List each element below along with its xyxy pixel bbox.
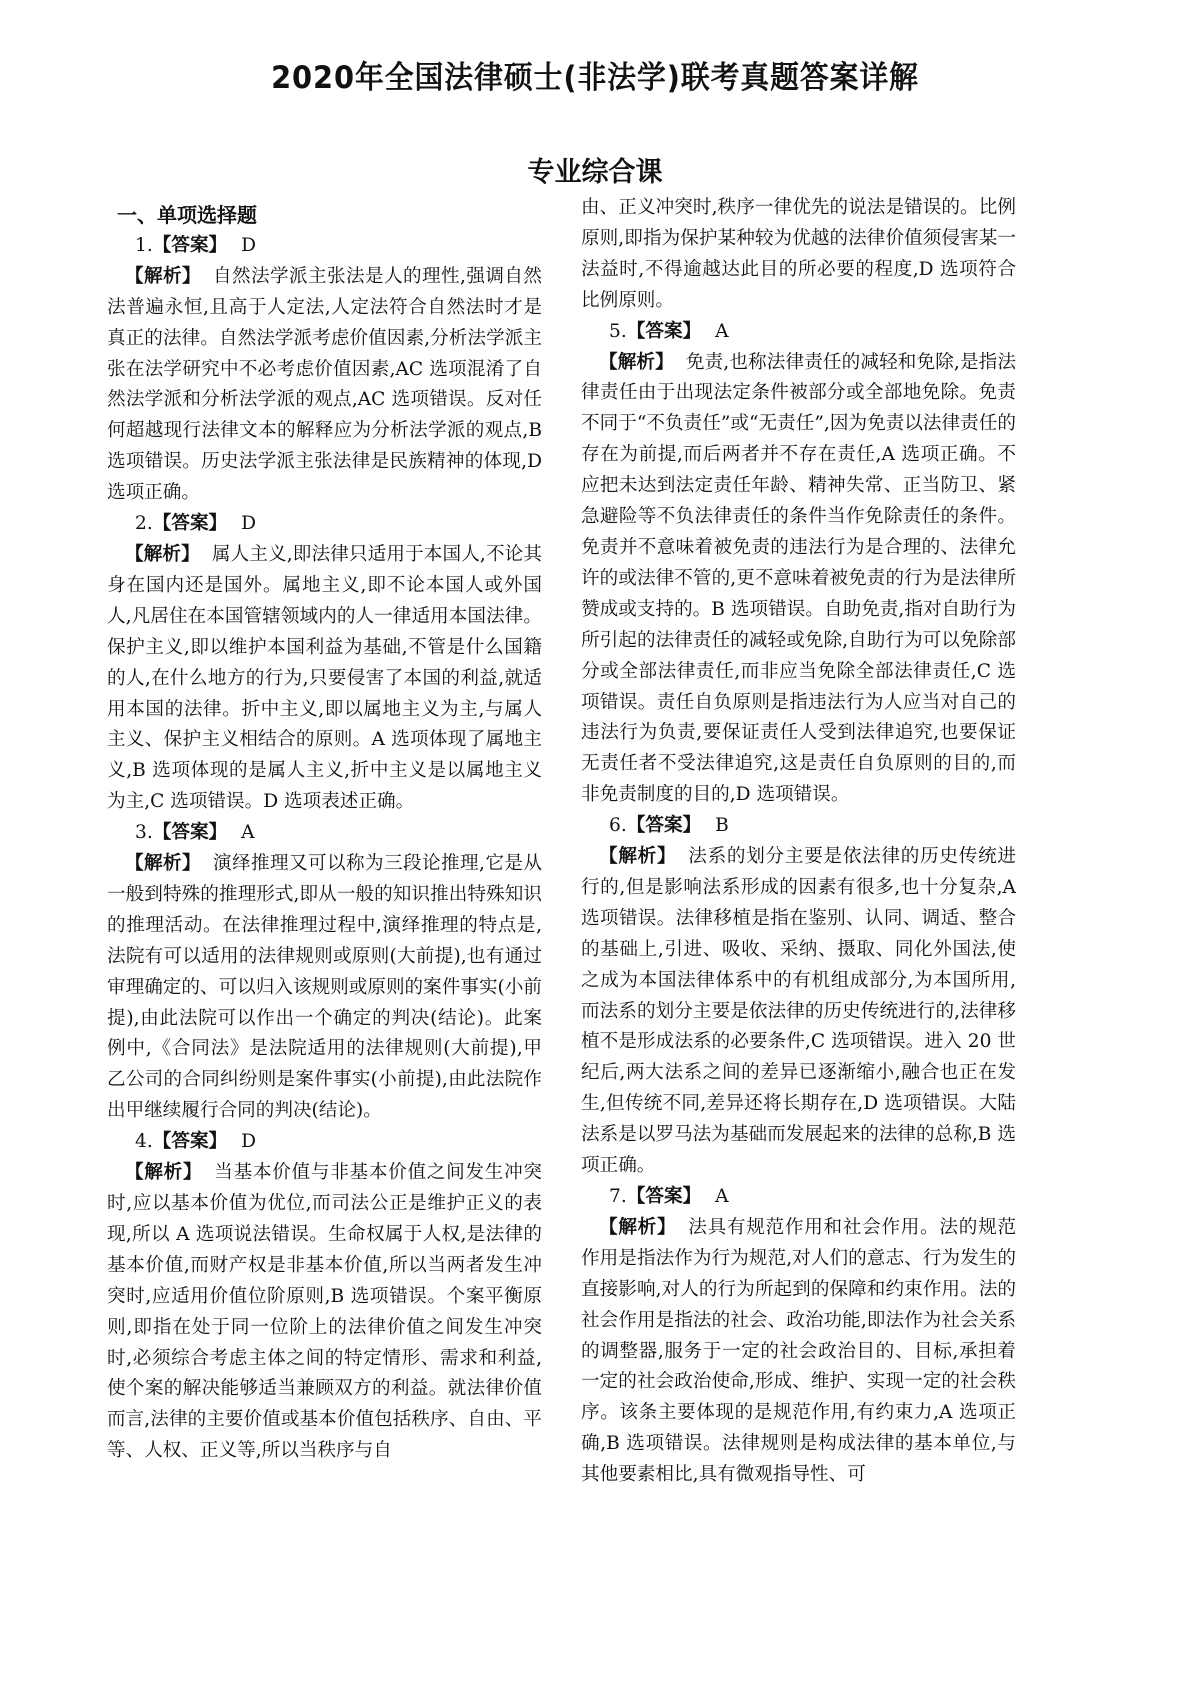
- answer-line-q7: [581, 1182, 1016, 1213]
- section-heading: 一、单项选择题: [117, 203, 257, 227]
- answer-line-q3: [107, 818, 542, 849]
- question-number: 3.: [135, 822, 153, 844]
- answer-value: A: [715, 1186, 729, 1207]
- question-number: 2.: [135, 513, 153, 535]
- answer-line-q2: [107, 509, 542, 540]
- analysis-q4-continued: 由、正义冲突时,秩序一律优先的说法是错误的。比例原则,即指为保护某种较为优越的法律价值须侵害某一法益时,不得逾越达此目的所必要的程度,D 选项符合比例原则。: [581, 197, 1016, 311]
- analysis-text: 当基本价值与非基本价值之间发生冲突时,应以基本价值为优位,而司法公正是维护正义的表现,所以 A 选项说法错误。生命权属于人权,是法律的基本价值,而财产权是非基本价值,所以当两者发生冲突时,应适用价值位阶原则,B 选项错误。个案平衡原则,即指在处于同一位阶上的法律价值之间发生冲突时,必须综合考虑主体之间的特定情形、需求和利益,使个案的解决能够适当兼顾双方的利益。就法律价值而言,法律的主要价值或基本价值包括秩序、自由、平等、人权、正义等,所以当秩序与自: [107, 1162, 542, 1462]
- answer-tag: 【答案】: [626, 320, 702, 342]
- right-column: [581, 193, 1016, 1491]
- analysis-q3: [107, 849, 542, 1127]
- analysis-tag: 【解析】: [599, 351, 674, 373]
- left-column: [107, 200, 542, 1467]
- answer-line-q6: [581, 811, 1016, 842]
- answer-tag: 【答案】: [626, 1186, 702, 1207]
- analysis-q4: [107, 1158, 542, 1467]
- answer-value: A: [241, 822, 255, 844]
- analysis-text: 自然法学派主张法是人的理性,强调自然法普遍永恒,且高于人定法,人定法符合自然法时才是真正的法律。自然法学派考虑价值因素,分析法学派主张在法学研究中不必考虑价值因素,AC 选项混淆了自然法学派和分析法学派的观点,AC 选项错误。反对任何超越现行法律文本的解释应为分析法学派的观点,B 选项错误。历史法学派主张法律是民族精神的体现,D 选项正确。: [107, 265, 542, 504]
- analysis-tag: 【解析】: [125, 853, 202, 875]
- answer-value: B: [715, 815, 729, 837]
- analysis-tag: 【解析】: [125, 543, 200, 565]
- answer-tag: 【答案】: [152, 822, 228, 844]
- analysis-text: 属人主义,即法律只适用于本国人,不论其身在国内还是国外。属地主义,即不论本国人或外国人,凡居住在本国管辖领域内的人一律适用本国法律。保护主义,即以维护本国利益为基础,不管是什么国籍的人,在什么地方的行为,只要侵害了本国的利益,就适用本国的法律。折中主义,即以属地主义为主,与属人主义、保护主义相结合的原则。A 选项体现了属地主义,B 选项体现的是属人主义,折中主义是以属地主义为主,C 选项错误。D 选项表述正确。: [107, 543, 542, 813]
- analysis-q7: [581, 1213, 1016, 1491]
- analysis-tag: 【解析】: [599, 1216, 677, 1238]
- answer-tag: 【答案】: [152, 1131, 228, 1153]
- analysis-q2: [107, 540, 542, 818]
- answer-value: D: [241, 513, 257, 535]
- answer-tag: 【答案】: [626, 815, 702, 837]
- analysis-q6: [581, 842, 1016, 1182]
- analysis-text: 免责,也称法律责任的减轻和免除,是指法律责任由于出现法定条件被部分或全部地免除。免责不同于“不负责任”或“无责任”,因为免责以法律责任的存在为前提,而后两者并不存在责任,A 选项正确。不应把未达到法定责任年龄、精神失常、正当防卫、紧急避险等不负法律责任的条件当作免除责任的条件。免责并不意味着被免责的违法行为是合理的、法律允许的或法律不管的,更不意味着被免责的行为是法律所赞成或支持的。B 选项错误。自助免责,指对自助行为所引起的法律责任的减轻或免除,自助行为可以免除部分或全部法律责任,而非应当免除全部法律责任,C 选项错误。责任自负原则是指违法行为人应当对自己的违法行为负责,要保证责任人受到法律追究,也要保证无责任者不受法律追究,这是责任自负原则的目的,而非免责制度的目的,D 选项错误。: [581, 351, 1016, 806]
- analysis-tag: 【解析】: [125, 1162, 203, 1184]
- document-title: 2020年全国法律硕士(非法学)联考真题答案详解: [271, 60, 919, 96]
- answer-value: D: [241, 1131, 257, 1153]
- analysis-q1: [107, 262, 542, 509]
- answer-tag: 【答案】: [152, 234, 228, 256]
- question-number: 5.: [609, 320, 627, 342]
- question-number: 1.: [135, 234, 153, 256]
- answer-tag: 【答案】: [152, 513, 228, 535]
- question-number: 4.: [135, 1131, 153, 1153]
- question-number: 7.: [609, 1186, 627, 1207]
- document-subtitle: 专业综合课: [527, 157, 663, 188]
- answer-line-q4: [107, 1127, 542, 1158]
- answer-value: D: [241, 234, 257, 256]
- answer-value: A: [715, 320, 729, 342]
- analysis-q5: [581, 348, 1016, 812]
- answer-line-q5: [581, 317, 1016, 348]
- answer-line-q1: [107, 231, 542, 262]
- analysis-text: 法具有规范作用和社会作用。法的规范作用是指法作为行为规范,对人们的意志、行为发生的直接影响,对人的行为所起到的保障和约束作用。法的社会作用是指法的社会、政治功能,即法作为社会关系的调整器,服务于一定的社会政治目的、目标,承担着一定的社会政治使命,形成、维护、实现一定的社会秩序。该条主要体现的是规范作用,有约束力,A 选项正确,B 选项错误。法律规则是构成法律的基本单位,与其他要素相比,具有微观指导性、可: [581, 1216, 1016, 1486]
- question-number: 6.: [609, 815, 627, 837]
- analysis-tag: 【解析】: [125, 265, 202, 287]
- analysis-tag: 【解析】: [599, 846, 677, 868]
- analysis-text: 法系的划分主要是依法律的历史传统进行的,但是影响法系形成的因素有很多,也十分复杂,A 选项错误。法律移植是指在鉴别、认同、调适、整合的基础上,引进、吸收、采纳、摄取、同化外国法,使之成为本国法律体系中的有机组成部分,为本国所用,而法系的划分主要是依法律的历史传统进行的,法律移植不是形成法系的必要条件,C 选项错误。进入 20 世纪后,两大法系之间的差异已逐渐缩小,融合也正在发生,但传统不同,差异还将长期存在,D 选项错误。大陆法系是以罗马法为基础而发展起来的法律的总称,B 选项正确。: [581, 846, 1016, 1177]
- analysis-text: 演绎推理又可以称为三段论推理,它是从一般到特殊的推理形式,即从一般的知识推出特殊知识的推理活动。在法律推理过程中,演绎推理的特点是,法院有可以适用的法律规则或原则(大前提),也有通过审理确定的、可以归入该规则或原则的案件事实(小前提),由此法院可以作出一个确定的判决(结论)。此案例中,《合同法》是法院适用的法律规则(大前提),甲乙公司的合同纠纷则是案件事实(小前提),由此法院作出甲继续履行合同的判决(结论)。: [107, 853, 542, 1122]
